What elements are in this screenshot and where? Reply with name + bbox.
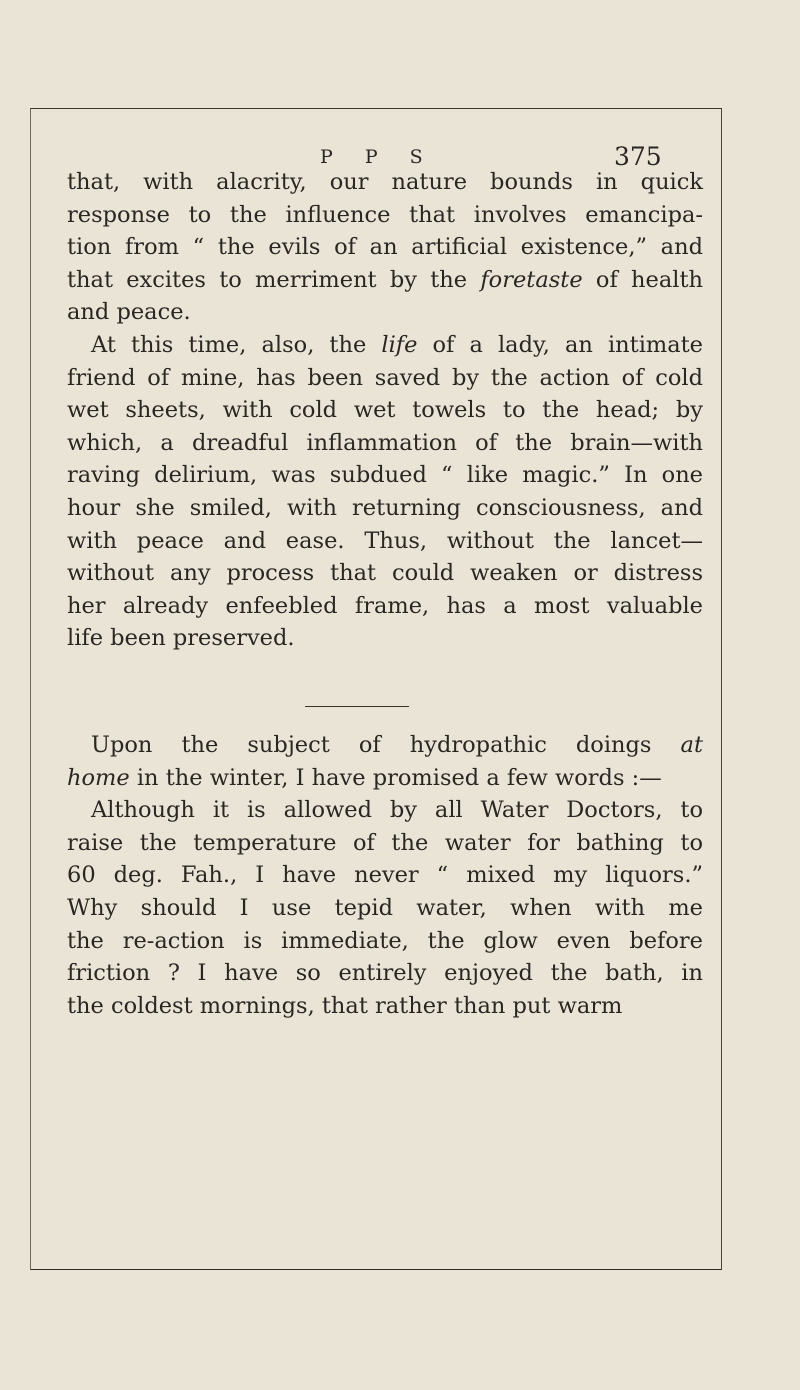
text-line (67, 459, 703, 492)
text-line (67, 990, 703, 1023)
text-run: and peace. (67, 299, 191, 326)
text-run: friend of mine, has been saved by the action of cold (67, 364, 703, 391)
text-line (67, 729, 703, 762)
text-run: wet sheets, with cold wet towels to the head; by (67, 397, 703, 424)
text-run: life been preserved. (67, 625, 295, 652)
text-line (67, 264, 703, 297)
text-run: of a lady, an intimate (417, 331, 703, 358)
body-text-upper (67, 166, 703, 655)
running-head-title: P P S (320, 146, 436, 168)
text-run: At this time, also, the (91, 331, 382, 358)
text-line (67, 427, 703, 460)
body-text-lower (67, 729, 703, 1022)
text-line (67, 231, 703, 264)
text-line (67, 557, 703, 590)
page-number: 375 (614, 142, 662, 171)
italic-run: foretaste (480, 266, 583, 293)
text-line (67, 329, 703, 362)
text-line (67, 362, 703, 395)
text-run: Why should I use tepid water, when with me (67, 894, 703, 921)
text-line (67, 762, 703, 795)
italic-run: life (381, 331, 418, 358)
text-run: hour she smiled, with returning consciousness, and (67, 494, 703, 521)
paragraph (67, 794, 703, 1022)
text-run: her already enfeebled frame, has a most valuable (67, 592, 703, 619)
text-run: with peace and ease. Thus, without the lancet— (67, 527, 703, 554)
text-line (67, 296, 703, 329)
text-line (67, 492, 703, 525)
text-line (67, 925, 703, 958)
paragraph (67, 166, 703, 329)
text-run: Although it is allowed by all Water Doctors, to (91, 797, 703, 824)
text-run: that, with alacrity, our nature bounds in quick (67, 169, 703, 195)
text-run: raise the temperature of the water for bathing to (67, 829, 703, 856)
text-run: the coldest mornings, that rather than put warm (67, 992, 623, 1019)
text-line (67, 199, 703, 232)
text-run: raving delirium, was subdued “ like magic.” In one (67, 462, 703, 489)
section-divider (305, 706, 409, 707)
text-run: without any process that could weaken or distress (67, 560, 703, 587)
text-run: of health (582, 266, 703, 293)
text-line (67, 394, 703, 427)
text-run: that excites to merriment by the (67, 266, 481, 293)
text-line (67, 892, 703, 925)
text-line (67, 166, 703, 199)
paragraph (67, 729, 703, 794)
text-run: response to the influence that involves emancipa- (67, 201, 703, 228)
text-line (67, 794, 703, 827)
text-line (67, 622, 703, 655)
text-line (67, 590, 703, 623)
text-run: 60 deg. Fah., I have never “ mixed my liquors.” (67, 862, 703, 889)
text-run: Upon the subject of hydropathic doings (91, 732, 681, 758)
text-run: which, a dreadful inflammation of the brain—with (67, 429, 703, 456)
text-run: tion from “ the evils of an artificial existence,” and (67, 234, 703, 261)
text-run: friction ? I have so entirely enjoyed the bath, in (67, 960, 703, 987)
text-line (67, 859, 703, 892)
paragraph (67, 329, 703, 655)
italic-run: home (67, 764, 130, 791)
italic-run: at (680, 732, 703, 758)
text-line (67, 827, 703, 860)
text-line (67, 525, 703, 558)
text-run: the re-action is immediate, the glow even before (67, 927, 703, 954)
text-line (67, 957, 703, 990)
text-run: in the winter, I have promised a few words :— (129, 764, 662, 791)
